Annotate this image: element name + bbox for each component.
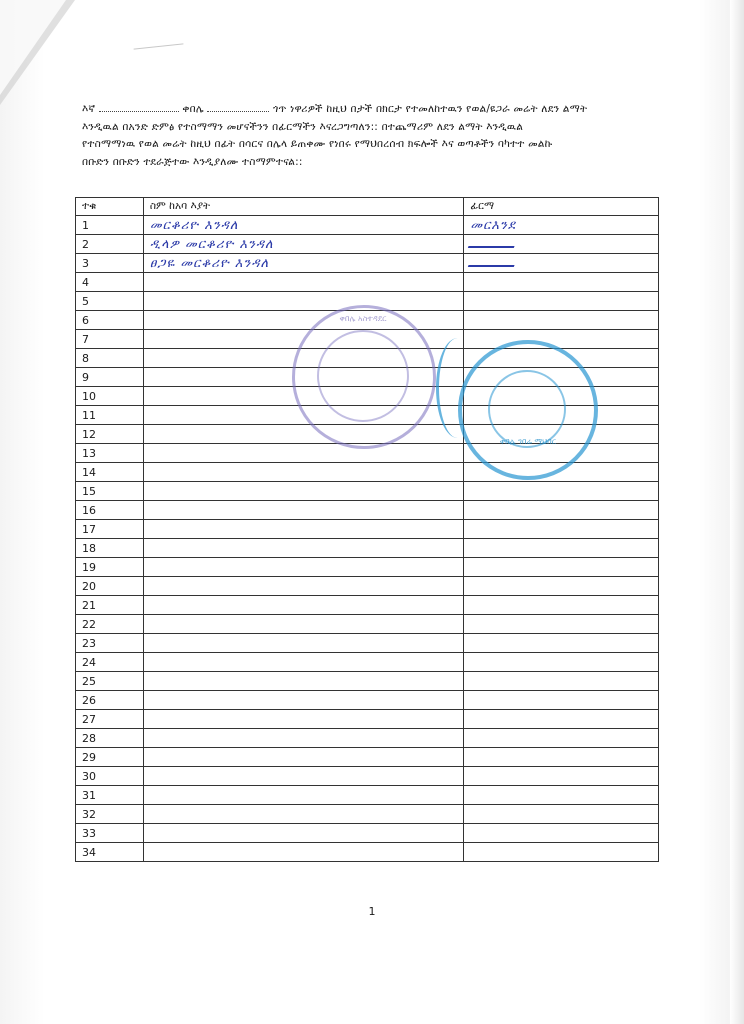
name-cell xyxy=(143,577,463,596)
name-cell xyxy=(143,805,463,824)
signature-cell xyxy=(464,653,659,672)
name-cell xyxy=(143,824,463,843)
name-cell xyxy=(143,672,463,691)
row-number: 6 xyxy=(76,311,144,330)
signature-cell xyxy=(464,729,659,748)
row-number: 4 xyxy=(76,273,144,292)
scan-mark xyxy=(133,33,184,49)
row-number: 2 xyxy=(76,235,144,254)
statement-line-4: በቡድን በቡድን ተደራጅተው እንዲያለሙ ተስማምተናል:: xyxy=(82,155,303,168)
signature-cell xyxy=(464,330,659,349)
table-row xyxy=(76,387,659,406)
name-cell xyxy=(143,311,463,330)
signature-cell xyxy=(464,368,659,387)
signature-cell xyxy=(464,501,659,520)
row-number: 32 xyxy=(76,805,144,824)
signature-cell xyxy=(464,235,659,254)
table-row xyxy=(76,729,659,748)
blank-field xyxy=(207,101,269,112)
row-number: 21 xyxy=(76,596,144,615)
name-cell xyxy=(143,406,463,425)
name-cell xyxy=(143,292,463,311)
name-cell xyxy=(143,520,463,539)
row-number: 25 xyxy=(76,672,144,691)
signature-cell xyxy=(464,273,659,292)
row-number: 27 xyxy=(76,710,144,729)
table-row xyxy=(76,330,659,349)
signature-cell xyxy=(464,786,659,805)
name-cell xyxy=(143,710,463,729)
name-cell xyxy=(143,558,463,577)
table-row xyxy=(76,615,659,634)
table-row xyxy=(76,368,659,387)
row-number: 3 xyxy=(76,254,144,273)
signature-cell xyxy=(464,748,659,767)
signature-cell xyxy=(464,691,659,710)
row-number: 31 xyxy=(76,786,144,805)
table-row xyxy=(76,805,659,824)
table-row xyxy=(76,425,659,444)
name-cell: ዲላዎ መርቆሪዮ እንዳለ xyxy=(143,235,463,254)
table-row xyxy=(76,824,659,843)
page-number: 1 xyxy=(368,905,376,918)
signature-cell xyxy=(464,254,659,273)
name-cell xyxy=(143,786,463,805)
name-cell xyxy=(143,444,463,463)
signature-cell xyxy=(464,406,659,425)
table-row xyxy=(76,748,659,767)
name-cell xyxy=(143,729,463,748)
name-cell: ፀጋዬ መርቆሪዮ እንዳለ xyxy=(143,254,463,273)
row-number: 14 xyxy=(76,463,144,482)
name-cell xyxy=(143,539,463,558)
name-cell xyxy=(143,653,463,672)
table-header-row xyxy=(76,198,659,216)
row-number: 28 xyxy=(76,729,144,748)
name-cell xyxy=(143,634,463,653)
table-row xyxy=(76,292,659,311)
row-number: 26 xyxy=(76,691,144,710)
name-cell xyxy=(143,425,463,444)
table-row xyxy=(76,520,659,539)
row-number: 20 xyxy=(76,577,144,596)
name-cell xyxy=(143,615,463,634)
table-row xyxy=(76,672,659,691)
column-header-signature: ፊርማ xyxy=(464,198,659,216)
name-cell xyxy=(143,368,463,387)
table-row xyxy=(76,653,659,672)
row-number: 24 xyxy=(76,653,144,672)
name-cell xyxy=(143,349,463,368)
signature-cell xyxy=(464,311,659,330)
name-cell xyxy=(143,748,463,767)
row-number: 34 xyxy=(76,843,144,862)
name-cell xyxy=(143,843,463,862)
blue-stamp-arc xyxy=(436,338,479,438)
table-row xyxy=(76,406,659,425)
name-cell xyxy=(143,596,463,615)
row-number: 5 xyxy=(76,292,144,311)
row-number: 22 xyxy=(76,615,144,634)
table-row xyxy=(76,710,659,729)
signature-cell xyxy=(464,634,659,653)
row-number: 29 xyxy=(76,748,144,767)
row-number: 19 xyxy=(76,558,144,577)
blank-field xyxy=(99,101,179,112)
name-cell xyxy=(143,767,463,786)
agreement-statement xyxy=(82,101,662,171)
table-row xyxy=(76,349,659,368)
column-header-number: ተቁ xyxy=(76,198,144,216)
folded-corner-highlight xyxy=(0,0,66,95)
signature-cell xyxy=(464,520,659,539)
signature-cell xyxy=(464,387,659,406)
table-row xyxy=(76,786,659,805)
table-row xyxy=(76,444,659,463)
table-row xyxy=(76,577,659,596)
table-row xyxy=(76,463,659,482)
signature-cell xyxy=(464,767,659,786)
table-row xyxy=(76,539,659,558)
name-cell xyxy=(143,330,463,349)
table-row xyxy=(76,558,659,577)
name-cell: መርቆሪዮ እንዳለ xyxy=(143,216,463,235)
signature-cell xyxy=(464,710,659,729)
signature-cell xyxy=(464,577,659,596)
handwritten-signature-mark xyxy=(468,236,518,248)
table-row xyxy=(76,235,659,254)
purple-stamp-text: ቀበሌ አስተዳደር xyxy=(339,314,387,323)
table-row xyxy=(76,596,659,615)
row-number: 12 xyxy=(76,425,144,444)
name-cell xyxy=(143,273,463,292)
table-row xyxy=(76,691,659,710)
signature-cell xyxy=(464,596,659,615)
row-number: 8 xyxy=(76,349,144,368)
table-row xyxy=(76,273,659,292)
row-number: 10 xyxy=(76,387,144,406)
signature-cell xyxy=(464,539,659,558)
row-number: 30 xyxy=(76,767,144,786)
name-cell xyxy=(143,463,463,482)
signature-cell xyxy=(464,843,659,862)
row-number: 9 xyxy=(76,368,144,387)
statement-we: እኛ xyxy=(82,103,96,115)
signature-cell xyxy=(464,805,659,824)
row-number: 18 xyxy=(76,539,144,558)
signature-cell xyxy=(464,292,659,311)
name-cell xyxy=(143,482,463,501)
statement-line-3: የተስማማነዉ የወል መሬት ከዚህ በፊት በሳርና በሌላ ይጠቀሙ የነበሩ የማህበረሰብ ክፍሎች እና ወጣቶችን ባካተተ መልኩ xyxy=(82,138,553,150)
row-number: 15 xyxy=(76,482,144,501)
signature-cell xyxy=(464,463,659,482)
table-row xyxy=(76,767,659,786)
signature-cell xyxy=(464,482,659,501)
table-row xyxy=(76,843,659,862)
table-row xyxy=(76,482,659,501)
name-cell xyxy=(143,501,463,520)
row-number: 11 xyxy=(76,406,144,425)
statement-line-1-text: ጎጥ ነዋሪዎች ከዚህ በታች በክርታ የተመለከተዉን የወል/ዩጋራ መሬት ለደን ልማት xyxy=(272,103,588,115)
row-number: 13 xyxy=(76,444,144,463)
name-cell xyxy=(143,691,463,710)
row-number: 33 xyxy=(76,824,144,843)
table-row xyxy=(76,634,659,653)
signature-cell xyxy=(464,615,659,634)
page-edge-shadow xyxy=(730,0,744,1024)
row-number: 23 xyxy=(76,634,144,653)
signature-cell xyxy=(464,349,659,368)
signature-table xyxy=(75,197,659,862)
row-number: 16 xyxy=(76,501,144,520)
statement-line-2: እንዲዉል በአንድ ድምፅ የተስማማን መሆናችንን በፊርማችን እናረጋግጣለን:: በተጨማሪም ለደን ልማት እንዲዉል xyxy=(82,120,524,133)
signature-cell xyxy=(464,824,659,843)
column-header-name: ስም ከአባ እያት xyxy=(143,198,463,216)
row-number: 17 xyxy=(76,520,144,539)
row-number: 1 xyxy=(76,216,144,235)
statement-line-1 xyxy=(82,101,662,119)
signature-cell xyxy=(464,672,659,691)
blue-stamp-text: ቀበሌ ገበሬ ማህበር xyxy=(499,437,557,446)
name-cell xyxy=(143,387,463,406)
table-row xyxy=(76,254,659,273)
row-number: 7 xyxy=(76,330,144,349)
table-row xyxy=(76,501,659,520)
handwritten-signature-mark xyxy=(468,255,518,267)
signature-cell xyxy=(464,558,659,577)
table-row xyxy=(76,216,659,235)
signature-cell: መርእንደ xyxy=(464,216,659,235)
statement-kebele: ቀበሌ xyxy=(182,103,204,115)
